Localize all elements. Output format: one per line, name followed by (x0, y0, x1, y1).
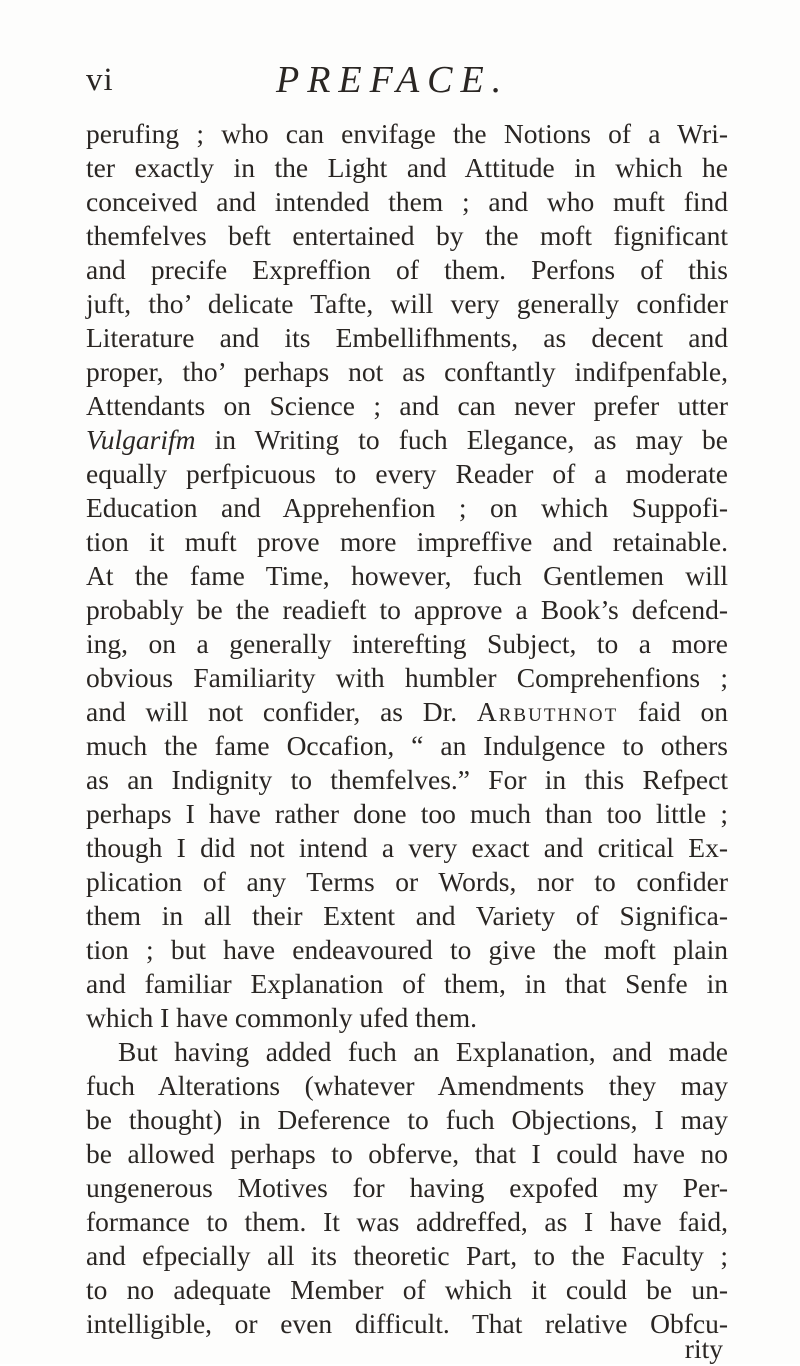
text-line: much the fame Occafion, “ an Indulgence to others (86, 730, 728, 761)
text-line: juft, tho’ delicate Tafte, will very generally confider (86, 288, 728, 319)
text-line: conceived and intended them ; and who muft find (86, 186, 728, 217)
text-line: them in all their Extent and Variety of Significa- (86, 900, 728, 931)
text-line: and familiar Explanation of them, in that Senfe in (86, 968, 728, 999)
text-line: proper, tho’ perhaps not as conftantly indifpenfable, (86, 356, 728, 387)
text-line: as an Indignity to themfelves.” For in this Refpect (86, 764, 728, 795)
running-head: PREFACE. (276, 59, 510, 101)
text-line: be thought) in Deference to fuch Objections, I may (86, 1104, 728, 1135)
text-line: to no adequate Member of which it could be un- (86, 1274, 728, 1305)
text-line: probably be the readieft to approve a Book’s defcend- (86, 594, 728, 625)
text-line: formance to them. It was addreffed, as I have faid, (86, 1206, 728, 1237)
text-line: and will not confider, as Dr. Arbuthnot faid on (86, 696, 728, 727)
text-line: ungenerous Motives for having expofed my Per- (86, 1172, 728, 1203)
text-line: and precife Expreffion of them. Perfons of this (86, 254, 728, 285)
text-line: obvious Familiarity with humbler Comprehenfions ; (86, 662, 728, 693)
text-line: ing, on a generally interefting Subject, to a more (86, 628, 728, 659)
text-line: Literature and its Embellifhments, as decent and (86, 322, 728, 353)
text-line: fuch Alterations (whatever Amendments they may (86, 1070, 728, 1101)
text-line: But having added fuch an Explanation, and made (118, 1036, 728, 1067)
text-line: ter exactly in the Light and Attitude in which he (86, 152, 728, 183)
text-line: equally perfpicuous to every Reader of a moderate (86, 458, 728, 489)
page-header (86, 50, 726, 110)
text-line: Attendants on Science ; and can never prefer utter (86, 390, 728, 421)
author-name: Arbuthnot (476, 696, 619, 727)
catchword: rity (684, 1333, 723, 1364)
italic-word: Vulgarifm (86, 424, 196, 455)
page-number: vi (86, 62, 114, 98)
text-line: Education and Apprehenfion ; on which Suppofi- (86, 492, 728, 523)
text-line: perufing ; who can envifage the Notions of a Wri- (86, 118, 728, 149)
text-line: intelligible, or even difficult. That relative Obfcu- (86, 1308, 728, 1339)
text-line: tion it muft prove more impreffive and retainable. (86, 526, 728, 557)
text-line: perhaps I have rather done too much than too little ; (86, 798, 728, 829)
text-line: themfelves beft entertained by the moft fignificant (86, 220, 728, 251)
text-line: At the fame Time, however, fuch Gentlemen will (86, 560, 728, 591)
text-line: though I did not intend a very exact and critical Ex- (86, 832, 728, 863)
text-line: which I have commonly ufed them. (86, 1002, 478, 1033)
text-line: tion ; but have endeavoured to give the moft plain (86, 934, 728, 965)
text-line: plication of any Terms or Words, nor to confider (86, 866, 728, 897)
text-line: Vulgarifm in Writing to fuch Elegance, as may be (86, 424, 728, 455)
text-line: and efpecially all its theoretic Part, to the Faculty ; (86, 1240, 728, 1271)
text-line: be allowed perhaps to obferve, that I could have no (86, 1138, 728, 1169)
